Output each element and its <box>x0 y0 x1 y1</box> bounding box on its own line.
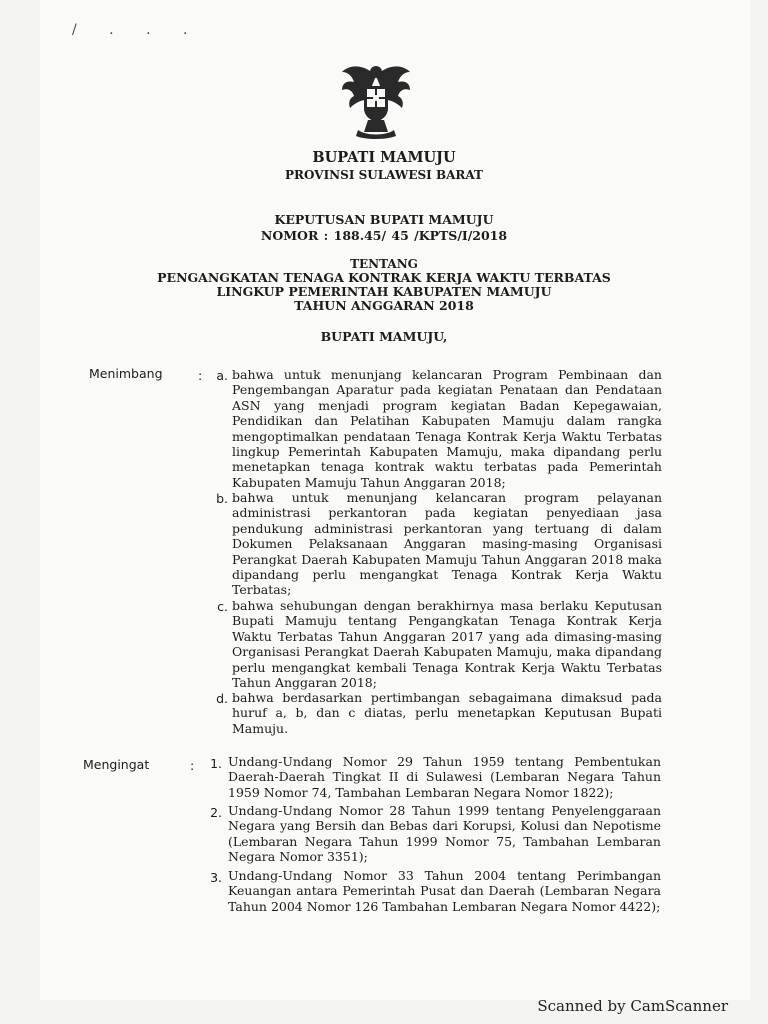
mengingat-label: Mengingat <box>83 757 150 772</box>
menimbang-colon: : <box>198 368 203 383</box>
menimbang-item-mark: b. <box>216 491 228 506</box>
menimbang-item-mark: c. <box>217 599 228 614</box>
mengingat-item-mark: 2. <box>210 805 222 820</box>
handwritten-marks: / . . . <box>72 22 202 38</box>
garuda-emblem-icon <box>336 58 416 140</box>
scanner-watermark: Scanned by CamScanner <box>537 997 728 1015</box>
menimbang-item-mark: a. <box>216 368 228 383</box>
issuer-label: BUPATI MAMUJU, <box>320 329 448 344</box>
menimbang-item-text: bahwa untuk menunjang kelancaran Program Pembinaan dan Pengembangan Aparatur pada kegiatan Penataan dan Pendataan ASN yang menjadi program kegiatan Badan Kepegawaian, Pendidikan dan Pelatihan Kabupaten Mamuju dalam rangka mengoptimalkan pendataan Tenaga Kontrak Kerja Waktu Terbatas lingkup Pemerintah Kabupaten Mamuju, maka dipandang perlu menetapkan tenaga kontrak waktu terbatas pada Pemerintah Kabupaten Mamuju Tahun Anggaran 2018; <box>232 367 662 490</box>
decree-subject-line-3: TAHUN ANGGARAN 2018 <box>294 298 474 313</box>
menimbang-label: Menimbang <box>89 366 163 381</box>
regent-title: BUPATI MAMUJU <box>312 149 456 166</box>
decree-number: NOMOR : 188.45/ 45 /KPTS/I/2018 <box>260 228 508 243</box>
decree-subject-line-2: LINGKUP PEMERINTAH KABUPATEN MAMUJU <box>216 284 552 299</box>
menimbang-item-text: bahwa sehubungan dengan berakhirnya masa berlaku Keputusan Bupati Mamuju tentang Pengangkatan Tenaga Kontrak Kerja Waktu Terbatas Tahun Anggaran 2017 yang ada dimasing-masing Organisasi Perangkat Daerah Kabupaten Mamuju, maka dipandang perlu mengangkat kembali Tenaga Kontrak Kerja Waktu Terbatas Tahun Anggaran 2018; <box>232 598 662 691</box>
mengingat-item-text: Undang-Undang Nomor 29 Tahun 1959 tentang Pembentukan Daerah-Daerah Tingkat II di Sulawesi (Lembaran Negara Tahun 1959 Nomor 74, Tambahan Lembaran Negara Nomor 1822); <box>228 754 661 800</box>
menimbang-item-text: bahwa berdasarkan pertimbangan sebagaimana dimaksud pada huruf a, b, dan c diatas, perlu menetapkan Keputusan Bupati Mamuju. <box>232 690 662 736</box>
mengingat-item-mark: 1. <box>210 756 222 771</box>
mengingat-item-text: Undang-Undang Nomor 33 Tahun 2004 tentang Perimbangan Keuangan antara Pemerintah Pusat dan Daerah (Lembaran Negara Tahun 2004 Nomor 126 Tambahan Lembaran Negara Nomor 4422); <box>228 868 661 914</box>
province-title: PROVINSI SULAWESI BARAT <box>285 168 483 182</box>
menimbang-item-mark: d. <box>216 691 228 706</box>
about-label: TENTANG <box>350 257 418 271</box>
decree-subject-line-1: PENGANGKATAN TENAGA KONTRAK KERJA WAKTU TERBATAS <box>157 270 611 285</box>
mengingat-item-text: Undang-Undang Nomor 28 Tahun 1999 tentang Penyelenggaraan Negara yang Bersih dan Bebas dari Korupsi, Kolusi dan Nepotisme (Lembaran Negara Tahun 1999 Nomor 75, Tambahan Lembaran Negara Nomor 3351); <box>228 803 661 865</box>
mengingat-colon: : <box>190 758 195 773</box>
mengingat-item-mark: 3. <box>210 870 222 885</box>
decree-title: KEPUTUSAN BUPATI MAMUJU <box>274 212 494 227</box>
menimbang-item-text: bahwa untuk menunjang kelancaran program pelayanan administrasi perkantoran pada kegiatan penyediaan jasa pendukung administrasi perkantoran yang tertuang di dalam Dokumen Pelaksanaan Anggaran masing-masing Organisasi Perangkat Daerah Kabupaten Mamuju Tahun Anggaran 2018 maka dipandang perlu mengangkat Tenaga Kontrak Kerja Waktu Terbatas; <box>232 490 662 598</box>
